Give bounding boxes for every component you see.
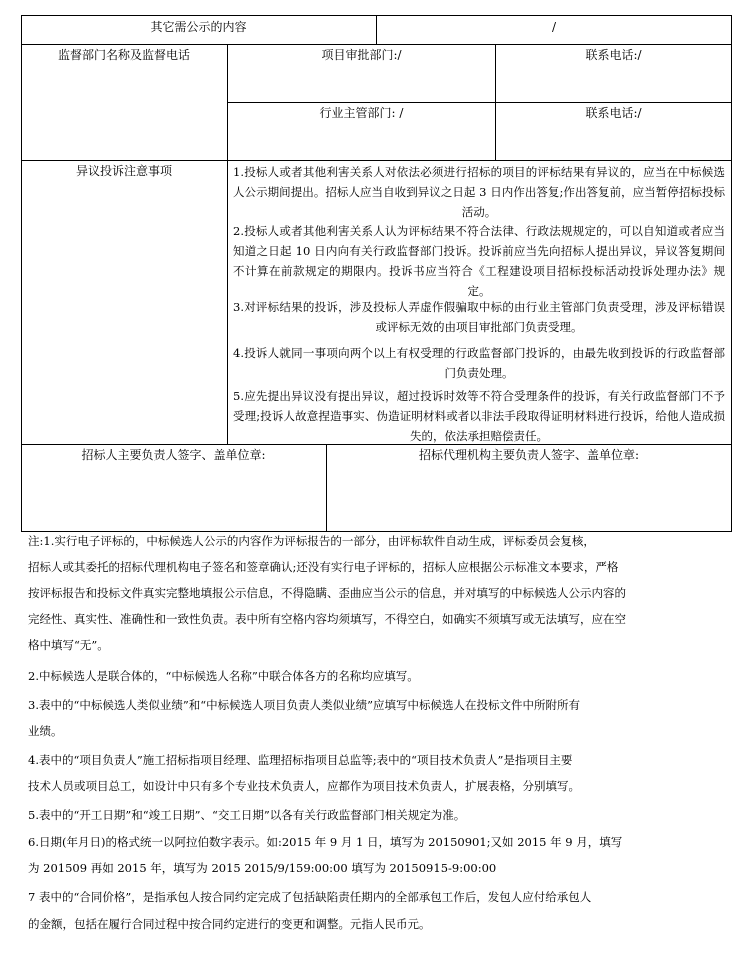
industry-dept: 行业主管部门: / <box>319 106 404 120</box>
note-line: 技术人员或项目总工，如设计中只有多个专业技术负责人，应都作为项目技术负责人，扩展表格，分别填写。 <box>28 779 580 793</box>
notice-table <box>21 15 732 532</box>
note-line: 业绩。 <box>28 724 63 738</box>
note-line: 3.表中的“中标候选人类似业绩”和“中标候选人项目负责人类似业绩”应填写中标候选人在投标文件中所附所有 <box>28 698 580 712</box>
note-line: 4.表中的“项目负责人”施工招标指项目经理、监理招标指项目总监等;表中的“项目技术负责人”是指项目主要 <box>28 753 573 767</box>
table-border-right <box>731 15 732 532</box>
approval-phone: 联系电话:/ <box>585 48 642 62</box>
note-line: 格中填写“无”。 <box>28 638 109 652</box>
agency-signature-label: 招标代理机构主要负责人签字、盖单位章: <box>418 448 640 462</box>
other-content-value: / <box>551 20 557 34</box>
approval-dept: 项目审批部门:/ <box>321 48 402 62</box>
complaint-item: 1.投标人或者其他利害关系人对依法必须进行招标的项目的评标结果有异议的，应当在中标候选人公示期间提出。招标人应当自收到异议之日起 3 日内作出答复;作出答复前，应当暂停招标投标活动。 <box>233 165 725 219</box>
note-line: 的金额，包括在履行合同过程中按合同约定进行的变更和调整。元指人民币元。 <box>28 917 431 931</box>
other-content-label: 其它需公示的内容 <box>150 20 247 34</box>
industry-phone: 联系电话:/ <box>585 106 642 120</box>
tenderer-signature-label: 招标人主要负责人签字、盖单位章: <box>81 448 266 462</box>
complaint-item: 3.对评标结果的投诉，涉及投标人弄虚作假骗取中标的由行业主管部门负责受理，涉及评标错误或评标无效的由项目审批部门负责受理。 <box>233 300 725 334</box>
note-line: 按评标报告和投标文件真实完整地填报公示信息，不得隐瞒、歪曲应当公示的信息，并对填写的中标候选人公示内容的 <box>28 586 626 600</box>
complaint-item: 4.投诉人就同一事项向两个以上有权受理的行政监督部门投诉的，由最先收到投诉的行政监督部门负责处理。 <box>233 346 725 380</box>
note-line: 2.中标候选人是联合体的，“中标候选人名称”中联合体各方的名称均应填写。 <box>28 669 419 683</box>
note-line: 为 201509 再如 2015 年，填写为 2015 2015/9/159:00:00 填写为 20150915-9:00:00 <box>28 861 497 875</box>
supervision-label: 监督部门名称及监督电话 <box>57 48 190 62</box>
note-line: 招标人或其委托的招标代理机构电子签名和签章确认;还没有实行电子评标的，招标人应根据公示标准文本要求，严格 <box>28 560 619 574</box>
complaint-item: 2.投标人或者其他利害关系人认为评标结果不符合法律、行政法规规定的，可以自知道或者应当知道之日起 10 日内向有关行政监督部门投诉。投诉前应当先向招标人提出异议，异议答复期间不计算在前款规定的期限内。投诉书应当符合《工程建设项目招标投标活动投诉处理办法》规定。 <box>233 224 725 298</box>
note-line: 注:1.实行电子评标的，中标候选人公示的内容作为评标报告的一部分，由评标软件自动生成，评标委员会复核， <box>28 534 595 548</box>
note-line: 7 表中的“合同价格”，是指承包人按合同约定完成了包括缺陷责任期内的全部承包工作后，发包人应付给承包人 <box>28 890 592 904</box>
complaint-label: 异议投诉注意事项 <box>75 164 172 178</box>
note-line: 完经性、真实性、准确性和一致性负责。表中所有空格内容均须填写，不得空白，如确实不须填写或无法填写，应在空 <box>28 612 626 626</box>
complaint-item: 5.应先提出异议没有提出异议，超过投诉时效等不符合受理条件的投诉，有关行政监督部门不予受理;投诉人故意捏造事实、伪造证明材料或者以非法手段取得证明材料进行投诉，给他人造成损失的，依法承担赔偿责任。 <box>233 389 725 443</box>
note-line: 6.日期(年月日)的格式统一以阿拉伯数字表示。如:2015 年 9 月 1 日，填写为 20150901;又如 2015 年 9 月，填写 <box>28 835 623 849</box>
note-line: 5.表中的“开工日期”和“竣工日期”、“交工日期”以各有关行政监督部门相关规定为准。 <box>28 808 466 822</box>
